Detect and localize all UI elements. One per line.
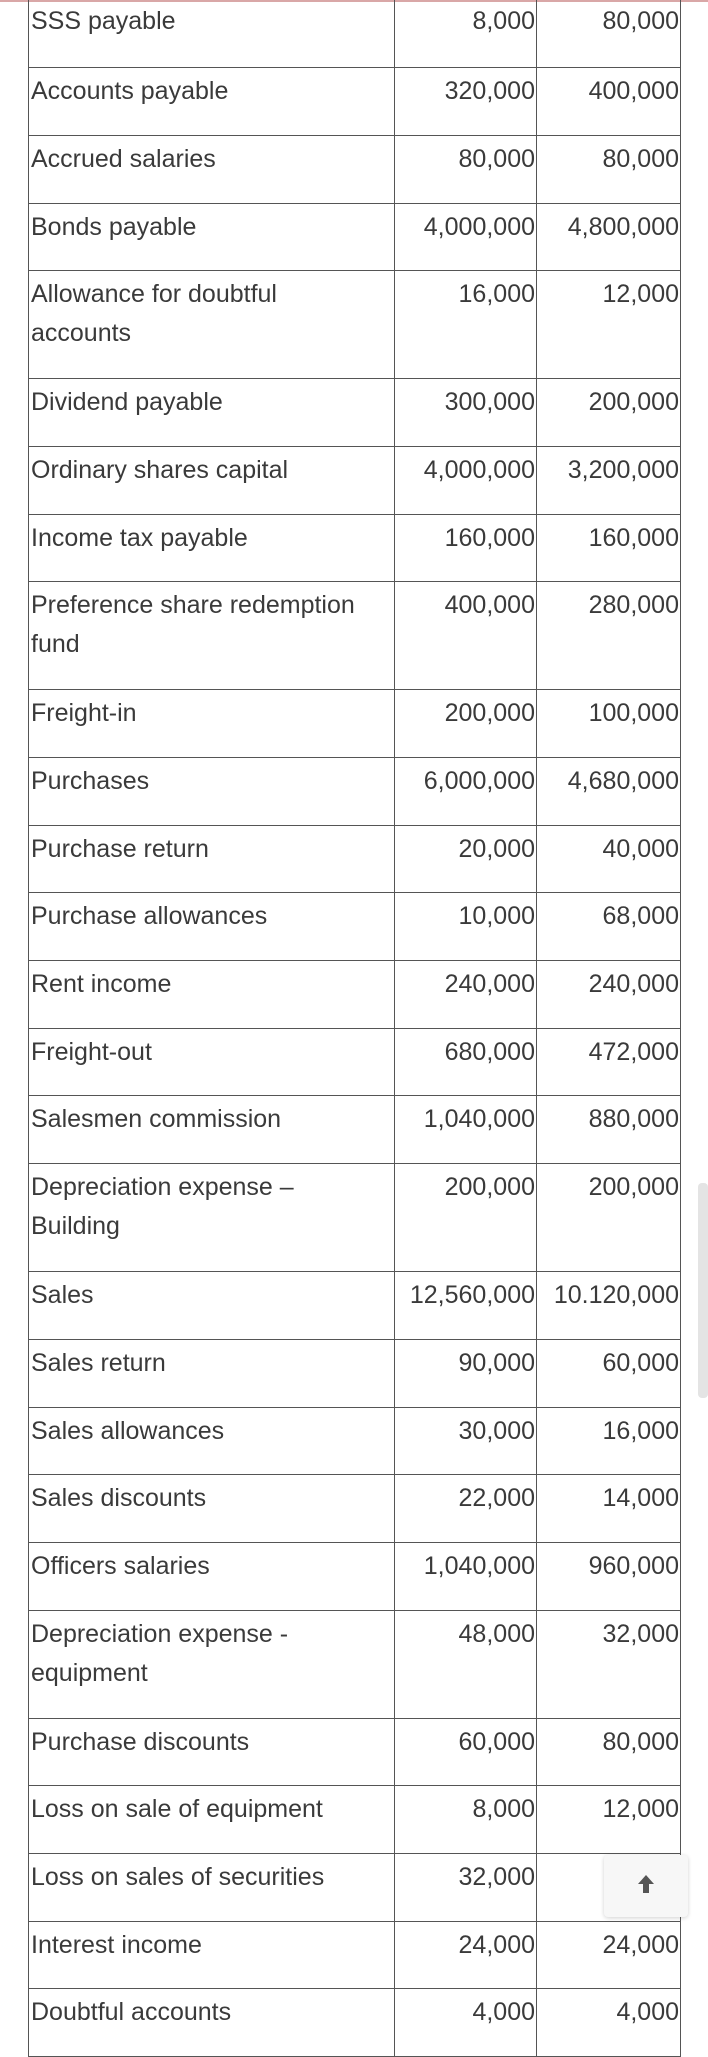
- amount-year-1: 20,000: [395, 825, 537, 893]
- amount-year-1: 80,000: [395, 135, 537, 203]
- amount-year-2: 60,000: [537, 1339, 681, 1407]
- amount-year-2: 12,000: [537, 1786, 681, 1854]
- table-row: [29, 1096, 681, 1164]
- table-row: [29, 1989, 681, 2057]
- table-row: [29, 961, 681, 1029]
- amount-year-1: 400,000: [395, 582, 537, 690]
- account-name: Salesmen commission: [29, 1096, 395, 1164]
- account-name: Doubtful accounts: [29, 1989, 395, 2057]
- amount-year-2: 80,000: [537, 0, 681, 68]
- table-row: [29, 582, 681, 690]
- table-row: [29, 1164, 681, 1272]
- amount-year-1: 4,000,000: [395, 203, 537, 271]
- amount-year-2: 10.120,000: [537, 1272, 681, 1340]
- amount-year-2: 240,000: [537, 961, 681, 1029]
- table-row: [29, 1272, 681, 1340]
- table-row: [29, 135, 681, 203]
- amount-year-1: 10,000: [395, 893, 537, 961]
- table-row: [29, 514, 681, 582]
- table-row: [29, 1718, 681, 1786]
- amount-year-2: 68,000: [537, 893, 681, 961]
- amount-year-2: 40,000: [537, 825, 681, 893]
- table-row: [29, 1542, 681, 1610]
- amount-year-2: 200,000: [537, 379, 681, 447]
- account-name: Purchase return: [29, 825, 395, 893]
- amount-year-1: 4,000: [395, 1989, 537, 2057]
- amount-year-1: 12,560,000: [395, 1272, 537, 1340]
- table-row: [29, 1853, 681, 1921]
- scroll-to-top-button[interactable]: [604, 1855, 688, 1917]
- table-row: [29, 758, 681, 826]
- amount-year-1: 200,000: [395, 690, 537, 758]
- amount-year-1: 160,000: [395, 514, 537, 582]
- amount-year-2: 80,000: [537, 135, 681, 203]
- accounts-table: [28, 0, 681, 2057]
- account-name: Purchases: [29, 758, 395, 826]
- amount-year-1: 24,000: [395, 1921, 537, 1989]
- account-name: Purchase allowances: [29, 893, 395, 961]
- amount-year-1: 300,000: [395, 379, 537, 447]
- account-name: Sales return: [29, 1339, 395, 1407]
- table-row: [29, 271, 681, 379]
- table-row: [29, 893, 681, 961]
- account-name: Income tax payable: [29, 514, 395, 582]
- account-name: Ordinary shares capital: [29, 446, 395, 514]
- amount-year-1: 90,000: [395, 1339, 537, 1407]
- table-row: [29, 379, 681, 447]
- amount-year-2: 24,000: [537, 1921, 681, 1989]
- account-name: Depreciation expense – Building: [29, 1164, 395, 1272]
- account-name: Accounts payable: [29, 68, 395, 136]
- table-row: [29, 1339, 681, 1407]
- table-row: [29, 203, 681, 271]
- account-name: Bonds payable: [29, 203, 395, 271]
- amount-year-2: 4,800,000: [537, 203, 681, 271]
- amount-year-1: 1,040,000: [395, 1542, 537, 1610]
- account-name: SSS payable: [29, 0, 395, 68]
- account-name: Accrued salaries: [29, 135, 395, 203]
- account-name: Depreciation expense - equipment: [29, 1610, 395, 1718]
- amount-year-1: 680,000: [395, 1028, 537, 1096]
- amount-year-2: 280,000: [537, 582, 681, 690]
- table-row: [29, 446, 681, 514]
- account-name: Loss on sales of securities: [29, 1853, 395, 1921]
- account-name: Freight-out: [29, 1028, 395, 1096]
- amount-year-1: 200,000: [395, 1164, 537, 1272]
- amount-year-2: 3,200,000: [537, 446, 681, 514]
- amount-year-1: 32,000: [395, 1853, 537, 1921]
- amount-year-2: 14,000: [537, 1475, 681, 1543]
- account-name: Allowance for doubtful accounts: [29, 271, 395, 379]
- account-name: Sales allowances: [29, 1407, 395, 1475]
- arrow-up-icon: [633, 1871, 659, 1902]
- amount-year-1: 320,000: [395, 68, 537, 136]
- table-row: [29, 1028, 681, 1096]
- amount-year-2: 4,680,000: [537, 758, 681, 826]
- page-scrollbar[interactable]: [698, 1183, 708, 1398]
- amount-year-2: 4,000: [537, 1989, 681, 2057]
- table-row: [29, 1786, 681, 1854]
- amount-year-1: 48,000: [395, 1610, 537, 1718]
- account-name: Dividend payable: [29, 379, 395, 447]
- table-row: [29, 825, 681, 893]
- table-row: [29, 1921, 681, 1989]
- amount-year-2: 12,000: [537, 271, 681, 379]
- amount-year-2: 400,000: [537, 68, 681, 136]
- amount-year-1: 60,000: [395, 1718, 537, 1786]
- account-name: Purchase discounts: [29, 1718, 395, 1786]
- amount-year-1: 16,000: [395, 271, 537, 379]
- account-name: Sales discounts: [29, 1475, 395, 1543]
- account-name: Rent income: [29, 961, 395, 1029]
- table-row: [29, 1407, 681, 1475]
- account-name: Interest income: [29, 1921, 395, 1989]
- amount-year-2: 80,000: [537, 1718, 681, 1786]
- account-name: Sales: [29, 1272, 395, 1340]
- amount-year-1: 240,000: [395, 961, 537, 1029]
- table-row: [29, 68, 681, 136]
- table-row: [29, 1610, 681, 1718]
- amount-year-1: 4,000,000: [395, 446, 537, 514]
- amount-year-2: 32,000: [537, 1610, 681, 1718]
- amount-year-2: 16,000: [537, 1407, 681, 1475]
- amount-year-2: 472,000: [537, 1028, 681, 1096]
- table-row: [29, 1475, 681, 1543]
- amount-year-1: 30,000: [395, 1407, 537, 1475]
- amount-year-2: 960,000: [537, 1542, 681, 1610]
- amount-year-2: 200,000: [537, 1164, 681, 1272]
- amount-year-2: 100,000: [537, 690, 681, 758]
- account-name: Freight-in: [29, 690, 395, 758]
- amount-year-2: 160,000: [537, 514, 681, 582]
- amount-year-1: 1,040,000: [395, 1096, 537, 1164]
- account-name: Preference share redemption fund: [29, 582, 395, 690]
- account-name: Officers salaries: [29, 1542, 395, 1610]
- amount-year-2: 880,000: [537, 1096, 681, 1164]
- table-row: [29, 0, 681, 68]
- amount-year-1: 6,000,000: [395, 758, 537, 826]
- amount-year-1: 8,000: [395, 0, 537, 68]
- amount-year-1: 22,000: [395, 1475, 537, 1543]
- account-name: Loss on sale of equipment: [29, 1786, 395, 1854]
- table-row: [29, 690, 681, 758]
- amount-year-1: 8,000: [395, 1786, 537, 1854]
